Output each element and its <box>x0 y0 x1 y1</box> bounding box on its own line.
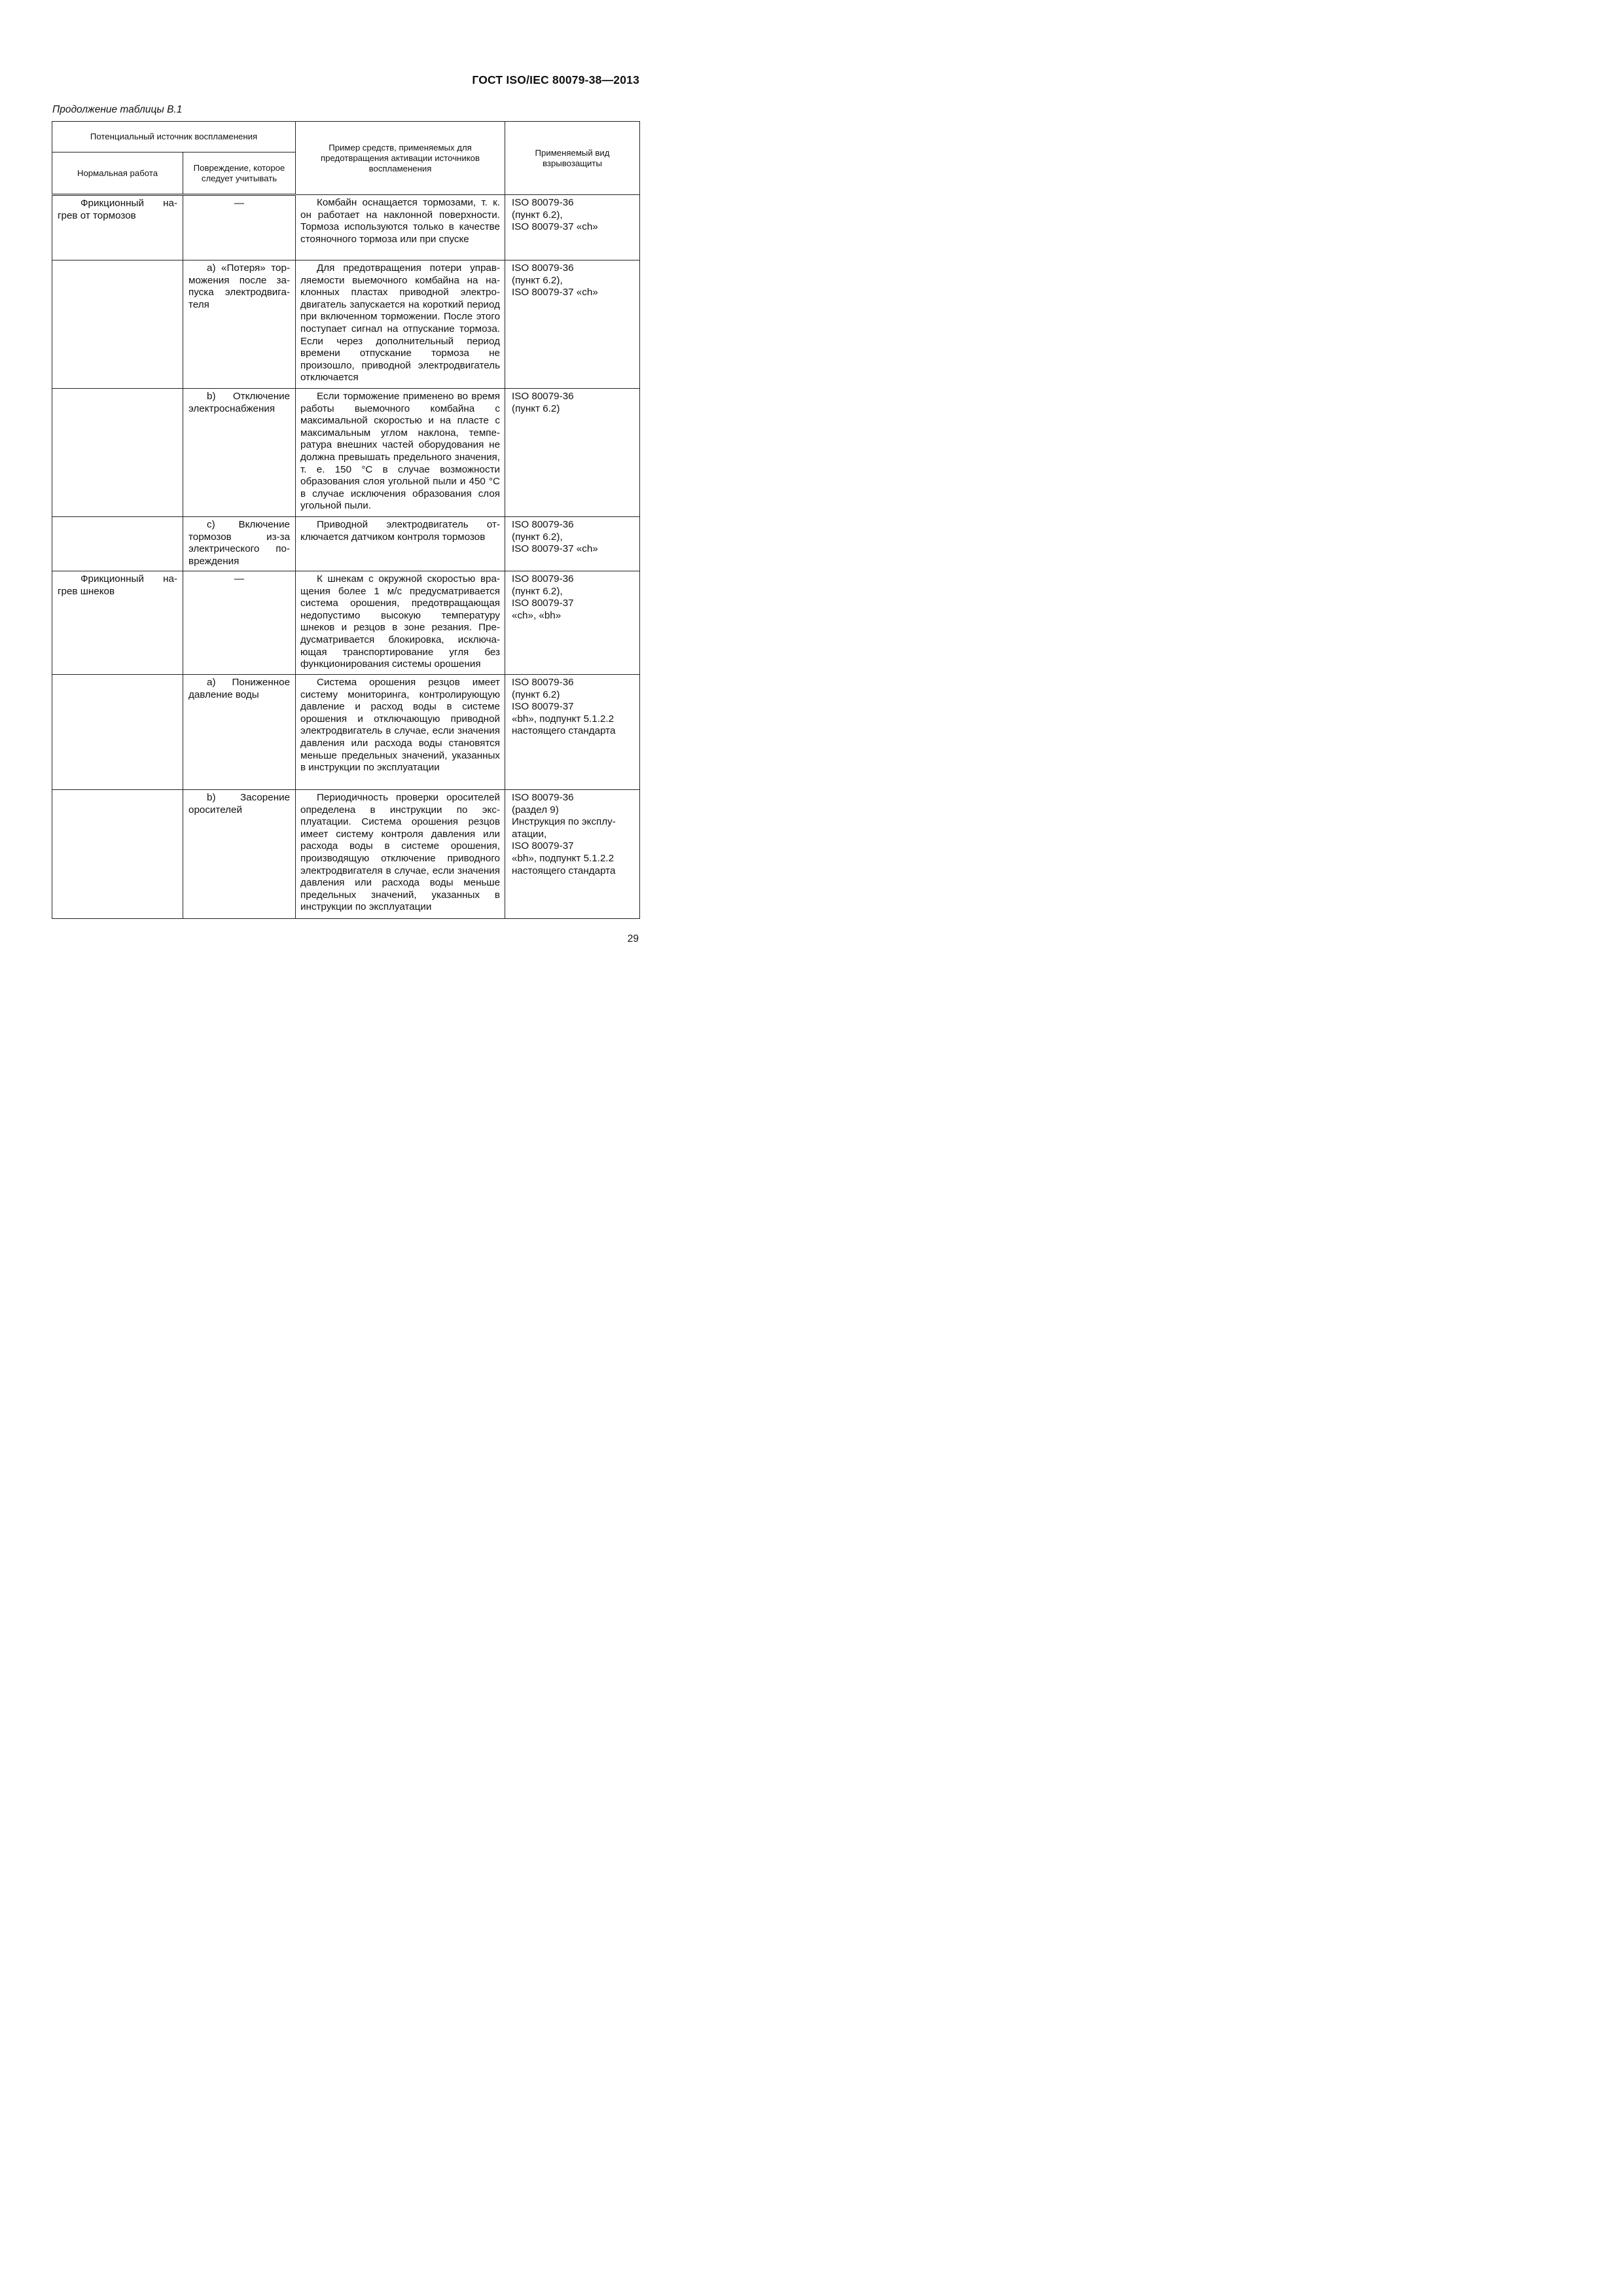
cell-normal-operation-text: Фрикционный нагрев шнеков <box>58 573 177 597</box>
cell-measures-text: Если торможение применено во время работы выемочного комбайна с максимальной скоростью и на пласте с максимальным углом наклона, температура внешних частей оборудования не должна превышать предельного значения, т. е. 150 °С в случае возможности образования слоя угольной пыли и 450 °С в случае исключения образования слоя угольной пыли. <box>300 391 501 512</box>
cell-measures <box>296 389 505 517</box>
cell-damage <box>183 571 296 675</box>
cell-damage-text: b) Отключение электроснабжения <box>188 391 291 414</box>
document-id: ГОСТ ISO/IEC 80079-38—2013 <box>472 73 639 86</box>
cell-protection-type-text: ISO 80079-36 (пункт 6.2), ISO 80079-37 «ch», «bh» <box>512 573 574 621</box>
cell-damage-text: — <box>234 573 245 584</box>
cell-measures-text: Система орошения резцов имеет систему мониторинга, контролирующую давление и расход воды в системе орошения и отключающую приводной электродвигатель в случае, если значения давления или расхода воды становятся меньше предельных значений, указанных в инструкции по эксплуатации <box>300 677 501 774</box>
cell-normal-operation-text <box>52 790 183 794</box>
page-number: 29 <box>627 933 639 944</box>
cell-damage <box>183 389 296 517</box>
cell-measures <box>296 675 505 790</box>
cell-damage <box>183 260 296 389</box>
cell-damage <box>183 195 296 260</box>
cell-normal-operation-text <box>52 260 183 264</box>
table-row <box>52 675 640 790</box>
table-row <box>52 790 640 919</box>
cell-damage-text: c) Включение тормозов из-за электрического повреждения <box>188 519 291 567</box>
table-row <box>52 389 640 517</box>
cell-measures <box>296 195 505 260</box>
table-caption: Продолжение таблицы В.1 <box>52 104 183 115</box>
cell-measures-text: Приводной электродвигатель отключается датчиком контроля тормозов <box>300 519 501 543</box>
cell-protection-type-text: ISO 80079-36 (пункт 6.2), ISO 80079-37 «ch» <box>512 262 598 298</box>
cell-measures-text: Периодичность проверки оросителей определена в инструкции по эксплуатации. Система орошения резцов имеет систему контроля давления или расхода воды в системе орошения, производящую отключение приводного электродвигателя в случае, если значения давления или расхода воды меньше предельных значений, указанных в инструкции по эксплуатации <box>300 792 501 913</box>
cell-protection-type <box>505 571 640 675</box>
header-measures: Пример средств, применяемых для предотвращения активации источников воспламенения <box>296 122 505 195</box>
cell-protection-type-text: ISO 80079-36 (пункт 6.2), ISO 80079-37 «ch» <box>512 519 598 555</box>
cell-damage <box>183 517 296 571</box>
cell-normal-operation <box>52 195 183 260</box>
cell-normal-operation <box>52 260 183 389</box>
cell-measures <box>296 517 505 571</box>
cell-normal-operation-text <box>52 517 183 521</box>
cell-measures-text: Комбайн оснащается тормозами, т. к. он работает на наклонной поверхности. Тормоза используются только в качестве стояночного тормоза или при спуске <box>300 197 501 245</box>
cell-damage-text: — <box>234 198 245 209</box>
table-row <box>52 571 640 675</box>
cell-measures-text: Для предотвращения потери управляемости выемочного комбайна на наклонных пластах приводной электродвигатель запускается на короткий период при включенном торможении. После этого поступает сигнал на отпускание тормоза. Если через дополнительный период времени отпускание тормоза не произошло, приводной электродвигатель отключается <box>300 262 501 384</box>
ignition-sources-table <box>52 121 640 919</box>
cell-protection-type-text: ISO 80079-36 (раздел 9) Инструкция по эксплуатации, ISO 80079-37 «bh», подпункт 5.1.2.2 настоящего стандарта <box>512 792 616 876</box>
cell-protection-type <box>505 389 640 517</box>
table-row <box>52 195 640 260</box>
cell-protection-type-text: ISO 80079-36 (пункт 6.2) <box>512 391 574 414</box>
cell-normal-operation <box>52 790 183 919</box>
cell-normal-operation-text <box>52 389 183 393</box>
cell-measures <box>296 790 505 919</box>
cell-protection-type <box>505 790 640 919</box>
cell-protection-type-text: ISO 80079-36 (пункт 6.2), ISO 80079-37 «ch» <box>512 197 598 233</box>
cell-damage-text: a) Пониженное давление воды <box>188 677 291 700</box>
cell-damage-text: b) Засорение оросителей <box>188 792 291 816</box>
cell-normal-operation-text: Фрикционный нагрев от тормозов <box>58 198 177 221</box>
header-protection-type: Применяемый вид взрывозащиты <box>505 122 640 195</box>
table-row <box>52 260 640 389</box>
cell-damage-text: a) «Потеря» торможения после запуска электродвигателя <box>188 262 291 310</box>
header-normal-operation: Нормальная работа <box>52 152 183 195</box>
table-row <box>52 517 640 571</box>
cell-damage <box>183 790 296 919</box>
cell-protection-type <box>505 260 640 389</box>
cell-protection-type-text: ISO 80079-36 (пункт 6.2) ISO 80079-37 «bh», подпункт 5.1.2.2 настоящего стандарта <box>512 677 616 737</box>
header-damage: Повреждение, которое следует учитывать <box>183 152 296 195</box>
cell-measures-text: К шнекам с окружной скоростью вращения более 1 м/с предусматривается система орошения, предотвращающая недопустимо высокую температуру шнеков и резцов в зоне резания. Предусматривается блокировка, исключающая транспортирование угля без функционирования системы орошения <box>300 573 501 670</box>
cell-protection-type <box>505 195 640 260</box>
cell-normal-operation <box>52 389 183 517</box>
cell-normal-operation-text <box>52 675 183 679</box>
cell-damage <box>183 675 296 790</box>
header-ignition-source-group: Потенциальный источник воспламенения <box>52 122 296 152</box>
cell-normal-operation <box>52 675 183 790</box>
cell-normal-operation <box>52 571 183 675</box>
cell-measures <box>296 260 505 389</box>
cell-normal-operation <box>52 517 183 571</box>
cell-protection-type <box>505 517 640 571</box>
cell-protection-type <box>505 675 640 790</box>
cell-measures <box>296 571 505 675</box>
